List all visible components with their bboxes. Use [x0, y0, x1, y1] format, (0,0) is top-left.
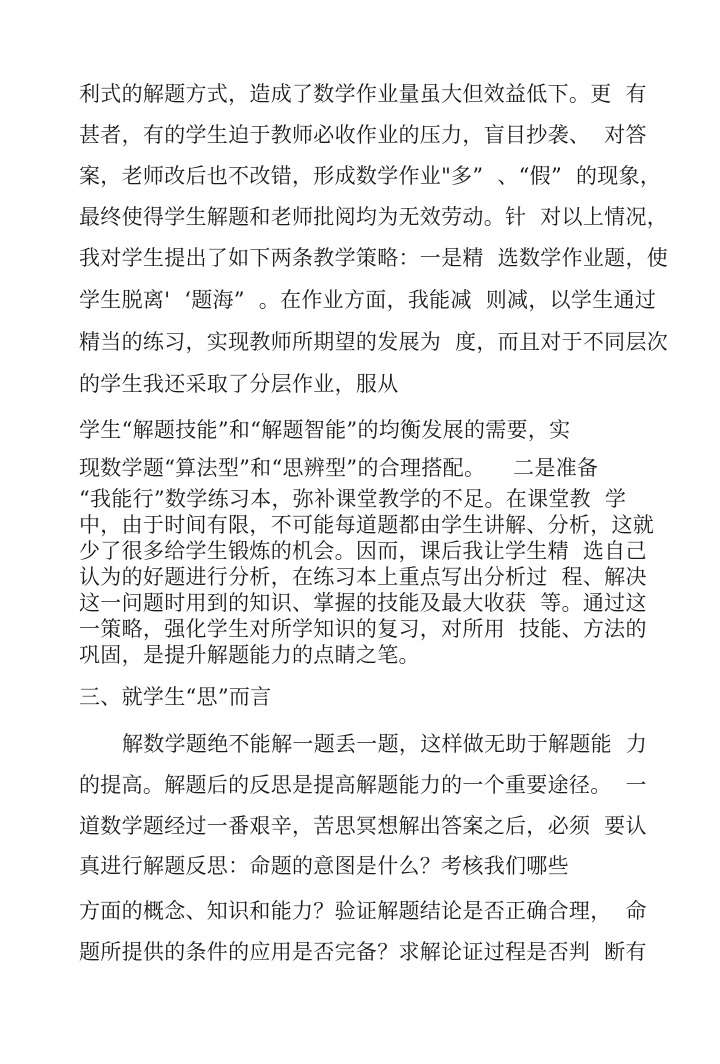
text-line: 中，由于时间有限，不可能每道题都由学生讲解、分析，这就	[79, 513, 655, 537]
text-line: 学生“解题技能”和“解题智能”的均衡发展的需要，实	[79, 418, 571, 442]
section-heading: 三、就学生“思”而言	[79, 685, 272, 709]
text-line: 我对学生提出了如下两条教学策略：一是精 选数学作业题，使	[79, 246, 669, 270]
text-line: 少了很多给学生锻炼的机会。因而，课后我让学生精 选自己	[79, 539, 647, 563]
text-line: 利式的解题方式，造成了数学作业量虽大但效益低下。更 有	[79, 82, 647, 106]
text-line: 现数学题“算法型”和“思辨型”的合理搭配。 二是准备	[79, 456, 599, 480]
text-line: 巩固，是提升解题能力的点睛之笔。	[79, 643, 420, 667]
text-line: 解数学题绝不能解一题丢一题，这样做无助于解题能 力	[122, 732, 648, 756]
text-line: 的学生我还采取了分层作业，服从	[79, 372, 399, 396]
text-line: 案，老师改后也不改错，形成数学作业"多” 、“假” 的现象，	[79, 164, 662, 188]
text-line: 真进行解题反思：命题的意图是什么？考核我们哪些	[79, 854, 569, 878]
text-line: 这一问题时用到的知识、掌握的技能及最大收获 等。通过这	[79, 591, 647, 615]
text-line: 题所提供的条件的应用是否完备？求解论证过程是否判 断有	[79, 940, 647, 964]
text-line: 方面的概念、知识和能力？验证解题结论是否正确合理， 命	[79, 899, 647, 923]
text-line: 学生脱离' ‘题海” 。在作业方面，我能减 则减，以学生通过	[79, 288, 657, 312]
text-line: 精当的练习，实现教师所期望的发展为 度，而且对于不同层次	[79, 330, 669, 354]
text-line: 甚者，有的学生迫于教师必收作业的压力，盲目抄袭、 对答	[79, 123, 647, 147]
text-line: 最终使得学生解题和老师批阅均为无效劳动。针 对以上情况，	[79, 205, 669, 229]
text-line: 道数学题经过一番艰辛，苦思冥想解出答案之后，必须 要认	[79, 814, 647, 838]
text-line: “我能行”数学练习本，弥补课堂教学的不足。在课堂教 学	[79, 487, 627, 511]
text-line: 认为的好题进行分析，在练习本上重点写出分析过 程、解决	[79, 565, 647, 589]
text-line: 的提高。解题后的反思是提高解题能力的一个重要途径。 一	[79, 773, 647, 797]
text-line: 一策略，强化学生对所学知识的复习，对所用 技能、方法的	[79, 617, 647, 641]
